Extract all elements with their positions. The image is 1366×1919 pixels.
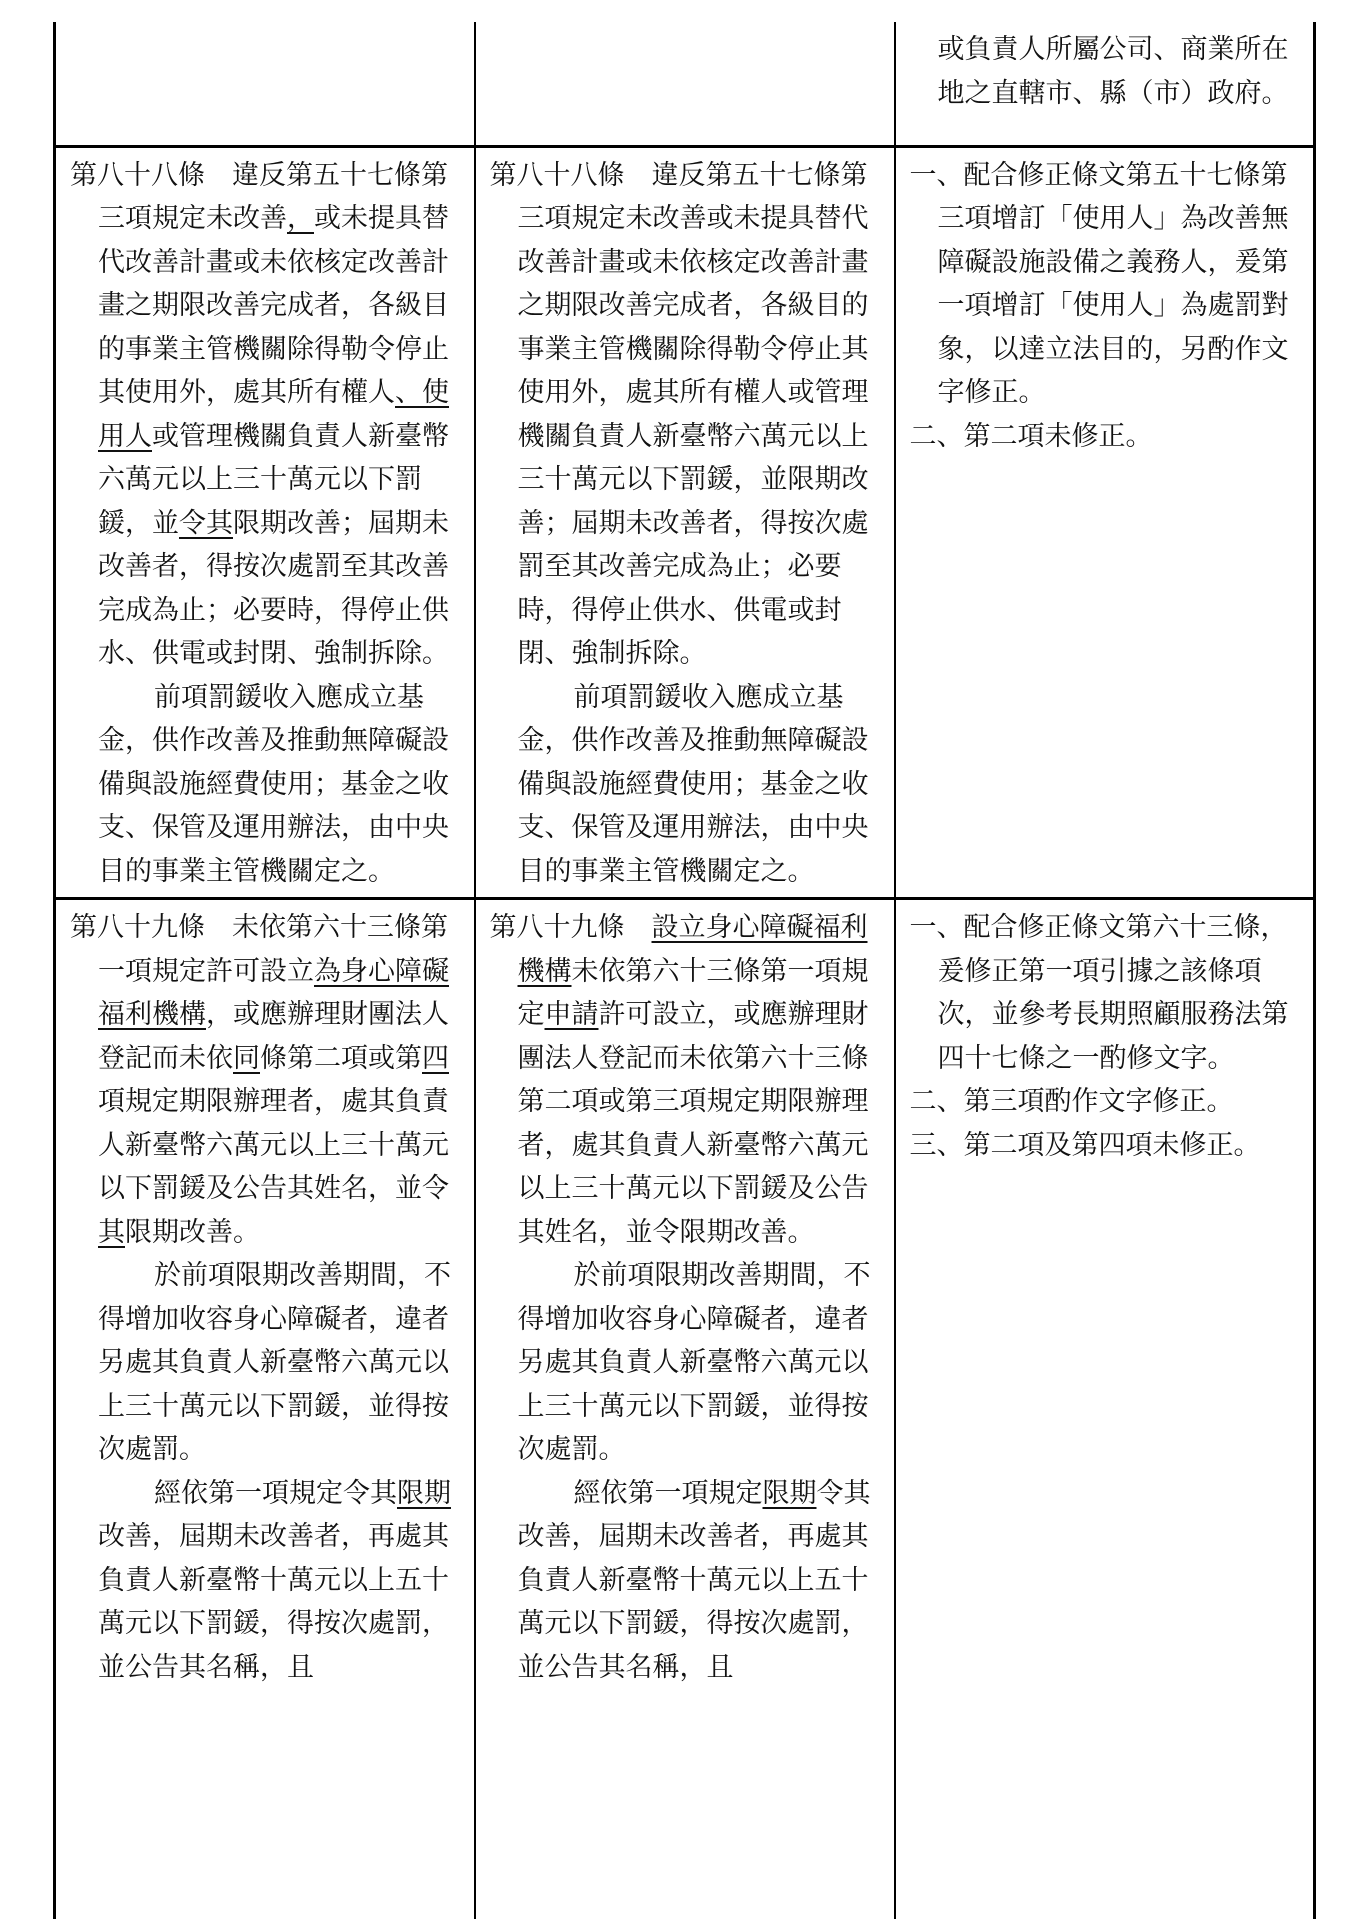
- article-88-amended-para-2: 前項罰鍰收入應成立基金，供作改善及推動無障礙設備與設施經費使用；基金之收支、保管及運用辦法，由中央目的事業主管機關定之。: [98, 681, 449, 887]
- amended-text-cell: [55, 22, 475, 146]
- article-89-amended-para-1: 第八十九條 未依第六十三條第一項規定許可設立為身心障礙福利機構，或應辦理財團法人登記而未依同條第二項或第四項規定期限辦理者，處其負責人新臺幣六萬元以上三十萬元以下罰鍰及公告其姓名，並令其限期改善。: [70, 912, 449, 1248]
- explanation-item: 一、配合修正條文第六十三條，爰修正第一項引據之該條項次，並參考長期照顧服務法第四十七條之一酌修文字。: [909, 912, 1289, 1074]
- explanation-cell: [895, 22, 1315, 146]
- table-row: [55, 899, 1315, 1919]
- article-88-current-para-1: 第八十八條 違反第五十七條第三項規定未改善或未提具替代改善計畫或未依核定改善計畫之期限改善完成者，各級目的事業主管機關除得勒令停止其使用外，處其所有權人或管理機關負責人新臺幣六萬元以上三十萬元以下罰鍰，並限期改善；屆期未改善者，得按次處罰至其改善完成為止；必要時，得停止供水、供電或封閉、強制拆除。: [489, 159, 869, 669]
- current-text-cell: [475, 146, 895, 899]
- current-text-cell: [475, 22, 895, 146]
- explanation-item: 二、第三項酌作文字修正。: [909, 1086, 1234, 1117]
- table-row: [55, 146, 1315, 899]
- article-89-current-para-3: 經依第一項規定限期令其改善，屆期未改善者，再處其負責人新臺幣十萬元以上五十萬元以下罰鍰，得按次處罰，並公告其名稱，且: [517, 1477, 871, 1683]
- explanation-cell: [895, 899, 1315, 1919]
- explanation-cell: [895, 146, 1315, 899]
- article-89-amended-para-2: 於前項限期改善期間，不得增加收容身心障礙者，違者另處其負責人新臺幣六萬元以上三十萬元以下罰鍰，並得按次處罰。: [98, 1260, 451, 1465]
- amended-text-cell: [55, 899, 475, 1919]
- amendment-comparison-table: [53, 22, 1316, 1919]
- article-89-amended-para-3: 經依第一項規定令其限期改善，屆期未改善者，再處其負責人新臺幣十萬元以上五十萬元以下罰鍰，得按次處罰，並公告其名稱，且: [98, 1477, 451, 1683]
- amended-text-cell: [55, 146, 475, 899]
- current-text-cell: [475, 899, 895, 1919]
- article-89-current-para-2: 於前項限期改善期間，不得增加收容身心障礙者，違者另處其負責人新臺幣六萬元以上三十萬元以下罰鍰，並得按次處罰。: [517, 1260, 871, 1465]
- table-row: [55, 22, 1315, 146]
- article-88-amended-para-1: 第八十八條 違反第五十七條第三項規定未改善，或未提具替代改善計畫或未依核定改善計畫之期限改善完成者，各級目的事業主管機關除得勒令停止其使用外，處其所有權人、使用人或管理機關負責人新臺幣六萬元以上三十萬元以下罰鍰，並令其限期改善；屆期未改善者，得按次處罰至其改善完成為止；必要時，得停止供水、供電或封閉、強制拆除。: [70, 159, 449, 669]
- article-89-current-para-1: 第八十九條 設立身心障礙福利機構未依第六十三條第一項規定申請許可設立，或應辦理財團法人登記而未依第六十三條第二項或第三項規定期限辦理者，處其負責人新臺幣六萬元以上三十萬元以下罰鍰及公告其姓名，並令限期改善。: [489, 912, 869, 1248]
- explanation-item: 一、配合修正條文第五十七條第三項增訂「使用人」為改善無障礙設施設備之義務人，爰第一項增訂「使用人」為處罰對象，以達立法目的，另酌作文字修正。: [909, 159, 1289, 408]
- explanation-item: 三、第二項及第四項未修正。: [909, 1129, 1261, 1161]
- article-88-current-para-2: 前項罰鍰收入應成立基金，供作改善及推動無障礙設備與設施經費使用；基金之收支、保管及運用辦法，由中央目的事業主管機關定之。: [517, 681, 869, 887]
- explanation-continuation: 或負責人所屬公司、商業所在地之直轄市、縣（市）政府。: [937, 34, 1289, 109]
- explanation-item: 二、第二項未修正。: [909, 420, 1153, 452]
